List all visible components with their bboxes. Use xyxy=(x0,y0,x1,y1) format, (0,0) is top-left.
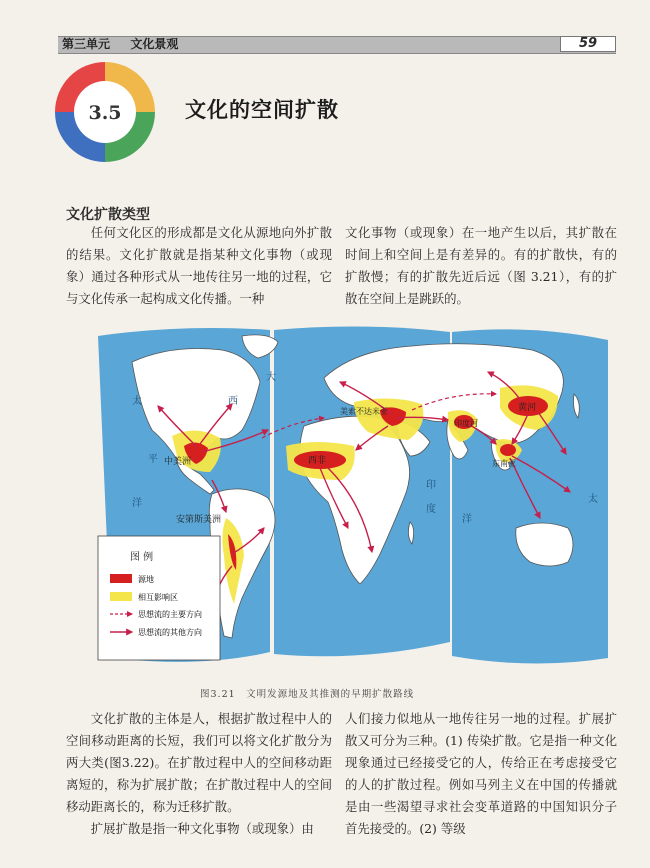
section-title: 文化的空间扩散 xyxy=(185,97,339,122)
intro-left-column xyxy=(66,222,332,310)
ocean-label-du: 度 xyxy=(426,504,436,515)
ocean-label-da: 大 xyxy=(266,372,276,383)
world-map-figure xyxy=(92,322,614,672)
topic-label: 文化景观 xyxy=(130,37,179,51)
map-legend xyxy=(98,536,220,660)
subheading: 文化扩散类型 xyxy=(66,207,150,223)
ocean-label-xi: 西 xyxy=(228,396,238,407)
intro-left-text: 任何文化区的形成都是文化从源地向外扩散的结果。文化扩散就是指某种文化事物（或现象）通过各种形式从一地传往另一地的过程，它与文化传承一起构成文化传播。一种 xyxy=(66,225,332,306)
legend-item-source: 源地 xyxy=(138,575,154,584)
running-header xyxy=(62,36,178,52)
label-yellow-river: 黄河 xyxy=(518,403,537,413)
body-left-para-1: 文化扩散的主体是人，根据扩散过程中人的空间移动距离的长短，我们可以将文化扩散分为两大类(图3.22)。在扩散过程中人的空间移动距离短的，称为扩展扩散；在扩散过程中人的空间移动距离长的，称为迁移扩散。 xyxy=(66,711,332,814)
legend-item-other-direction: 思想流的其他方向 xyxy=(138,628,202,637)
section-number: 3.5 xyxy=(88,102,122,124)
ocean-label-yin: 印 xyxy=(426,480,436,491)
label-mesopotamia: 美索不达米亚 xyxy=(340,407,388,416)
unit-label: 第三单元 xyxy=(62,37,111,51)
body-right-column xyxy=(345,708,617,840)
intro-right-column xyxy=(345,222,617,310)
label-andes: 安第斯美洲 xyxy=(176,515,222,525)
figure-caption: 图3.21 文明发源地及其推测的早期扩散路线 xyxy=(200,689,415,700)
legend-item-main-direction: 思想流的主要方向 xyxy=(138,610,202,619)
label-southeast-asia: 东南亚 xyxy=(492,459,516,468)
body-right-text: 人们接力似地从一地传往另一地的过程。扩展扩散又可分为三种。(1) 传染扩散。它是指一种文化现象通过已经接受它的人，传给正在考虑接受它的人的扩散过程。例如马列主义在中国的传播就是由一些渴望寻求社会变革道路的中国知识分子首先接受的。(2) 等级 xyxy=(345,711,617,836)
body-left-para-2: 扩展扩散是指一种文化事物（或现象）由 xyxy=(90,821,314,836)
body-left-column xyxy=(66,708,332,840)
ocean-label-ping-west: 平 xyxy=(148,454,158,465)
label-west-africa: 西非 xyxy=(308,456,327,466)
ocean-label-yang-indian: 洋 xyxy=(462,514,472,525)
intro-right-text: 文化事物（或现象）在一地产生以后，其扩散在时间上和空间上是有差异的。有的扩散快，有的扩散慢；有的扩散先近后远（图 3.21），有的扩散在空间上是跳跃的。 xyxy=(345,225,617,306)
ocean-label-tai-east: 太 xyxy=(588,494,598,505)
page-number: 59 xyxy=(560,36,616,52)
legend-item-influence: 相互影响区 xyxy=(138,593,178,602)
ocean-label-tai-west: 太 xyxy=(132,396,142,407)
source-southeast-asia xyxy=(500,444,516,456)
section-badge xyxy=(55,62,155,162)
ocean-label-yang-west: 洋 xyxy=(132,498,142,509)
label-mesoamerica: 中美洲 xyxy=(164,457,192,467)
label-india: 印度河 xyxy=(454,419,478,428)
legend-title: 图 例 xyxy=(130,552,154,563)
